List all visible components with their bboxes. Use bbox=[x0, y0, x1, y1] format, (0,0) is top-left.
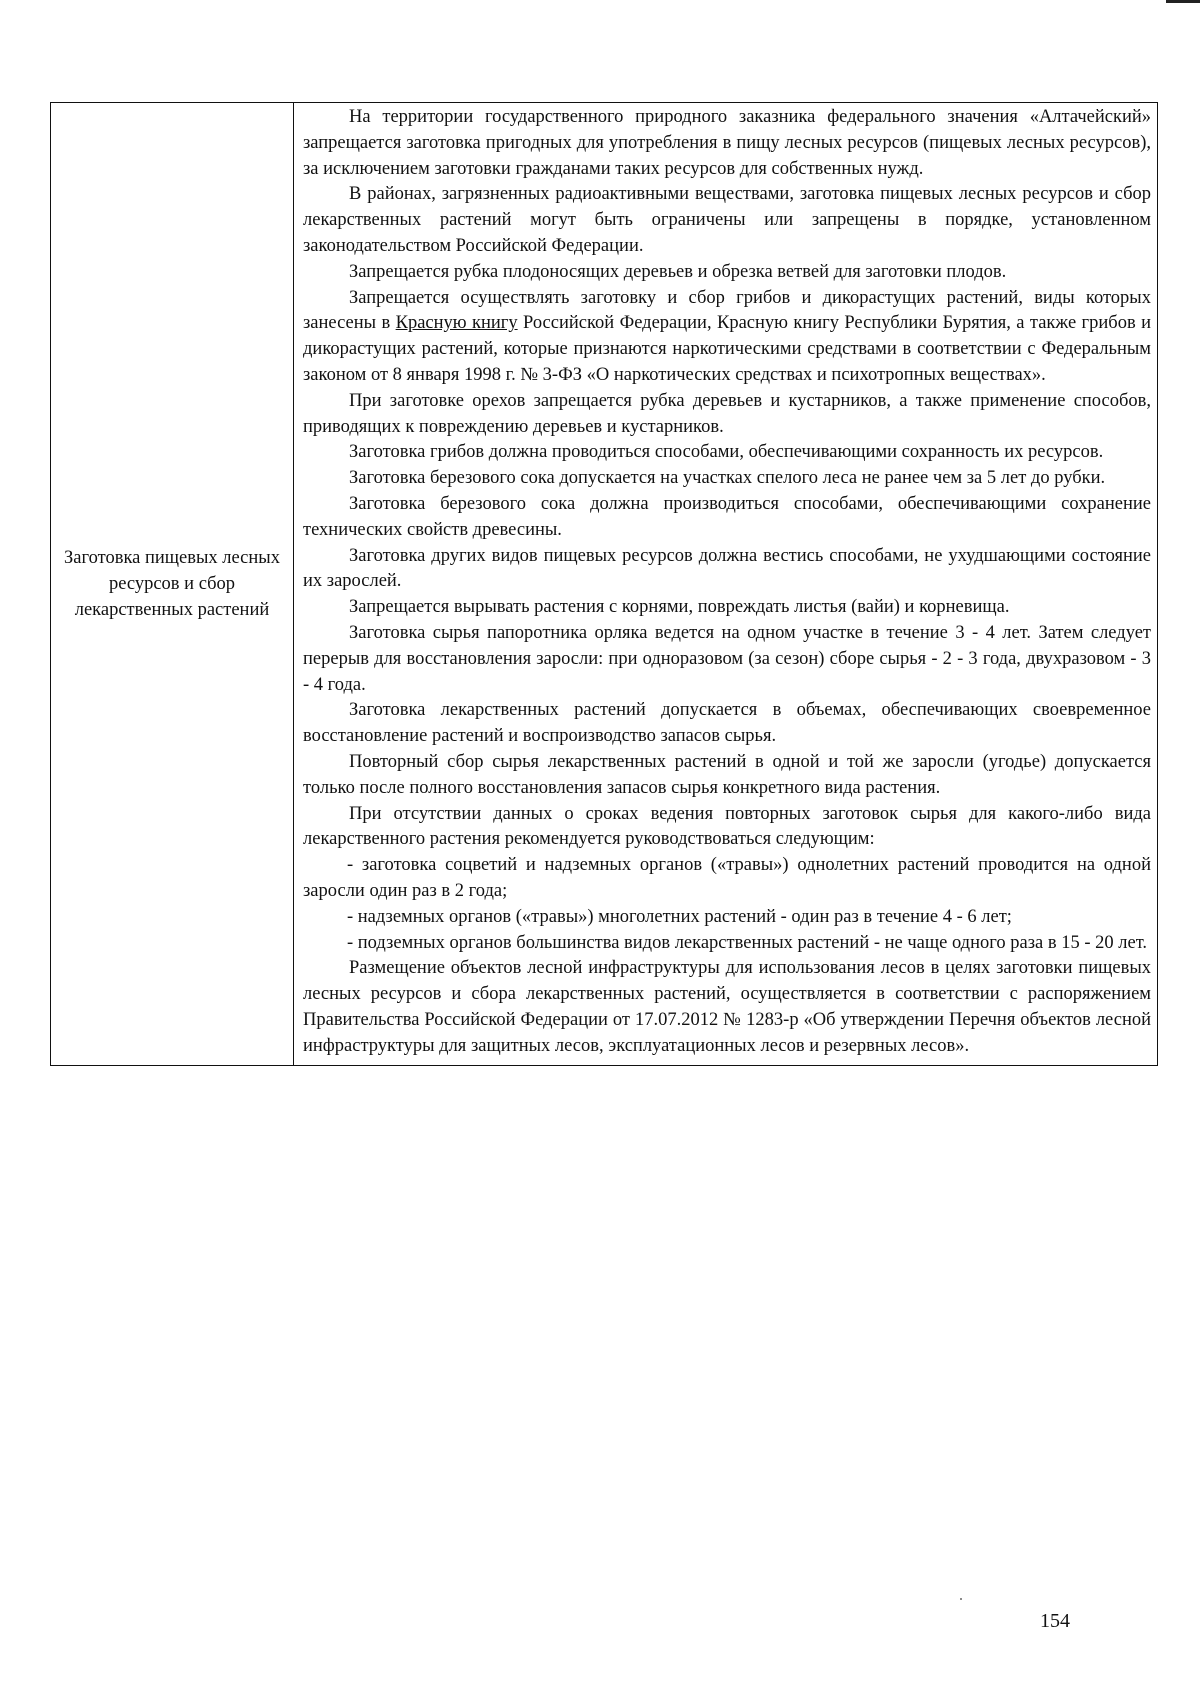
red-book-link[interactable]: Красную книгу bbox=[395, 313, 518, 334]
red-book-paragraph bbox=[303, 286, 1151, 389]
category-label: Заготовка пищевых лесных ресурсов и сбор лекарственных растений bbox=[64, 548, 280, 621]
closing-paragraph: Размещение объектов лесной инфраструктуры для использования лесов в целях заготовки пищевых лесных ресурсов и сбора лекарственных растений, осуществляется в соответствии с распоряжением Правительства Российской Федерации от 17.07.2012 № 1283-р «Об утверждении Перечня объектов лесной инфраструктуры для защитных лесов, эксплуатационных лесов и резервных лесов». bbox=[303, 958, 1151, 1056]
paragraph: Заготовка березового сока должна производиться способами, обеспечивающими сохранение технических свойств древесины. bbox=[303, 493, 1151, 540]
paragraph: При отсутствии данных о сроках ведения повторных заготовок сырья для какого-либо вида лекарственного растения рекомендуется руководствоваться следующим: bbox=[303, 803, 1151, 850]
list-item: - заготовка соцветий и надземных органов («травы») однолетних растений проводится на одной заросли один раз в 2 года; bbox=[303, 855, 1151, 901]
paragraph: Заготовка лекарственных растений допускается в объемах, обеспечивающих своевременное восстановление растений и воспроизводство запасов сырья. bbox=[303, 700, 1151, 747]
paragraph: Заготовка других видов пищевых ресурсов должна вестись способами, не ухудшающими состояние их зарослей. bbox=[303, 545, 1151, 592]
paragraph: На территории государственного природного заказника федерального значения «Алтачейский» запрещается заготовка пригодных для употребления в пищу лесных ресурсов (пищевых лесных ресурсов), за исключением заготовки гражданами таких ресурсов для собственных нужд. bbox=[303, 107, 1151, 179]
regulation-table bbox=[50, 102, 1158, 1066]
red-book-text-after: Российской Федерации, Красную книгу Республики Бурятия, а также грибов и дикорастущих растений, которые признаются наркотическими средствами в соответствии с Федеральным законом от 8 января 1998 г. № 3-ФЗ «О наркотических средствах и психотропных веществах». bbox=[303, 313, 1151, 385]
paragraph: В районах, загрязненных радиоактивными веществами, заготовка пищевых лесных ресурсов и сбор лекарственных растений могут быть ограничены или запрещены в порядке, установленном законодательством Российской Федерации. bbox=[303, 184, 1151, 256]
paragraph: Заготовка сырья папоротника орляка ведется на одном участке в течение 3 - 4 лет. Затем следует перерыв для восстановления заросли: при одноразовом (за сезон) сборе сырья - 2 - 3 года, двухразовом - 3 - 4 года. bbox=[303, 622, 1151, 695]
paragraph: При заготовке орехов запрещается рубка деревьев и кустарников, а также применение способов, приводящих к повреждению деревьев и кустарников. bbox=[303, 390, 1151, 437]
paragraph: Запрещается вырывать растения с корнями, повреждать листья (вайи) и корневища. bbox=[349, 597, 1010, 618]
red-book-text-before: Запрещается осуществлять заготовку и сбор грибов и дикорастущих растений, виды которых занесены в bbox=[303, 287, 1151, 334]
list-item: - подземных органов большинства видов лекарственных растений - не чаще одного раза в 15 - 20 лет. bbox=[347, 932, 1148, 953]
paragraph: Повторный сбор сырья лекарственных растений в одной и той же заросли (угодье) допускается только после полного восстановления запасов сырья конкретного вида растения. bbox=[303, 751, 1151, 798]
paragraph: Запрещается рубка плодоносящих деревьев и обрезка ветвей для заготовки плодов. bbox=[349, 261, 1007, 282]
category-cell bbox=[51, 103, 294, 1066]
list-item: - надземных органов («травы») многолетних растений - один раз в течение 4 - 6 лет; bbox=[347, 906, 1012, 927]
scan-edge-mark bbox=[1166, 0, 1200, 3]
paragraph: Заготовка грибов должна проводиться способами, обеспечивающими сохранность их ресурсов. bbox=[349, 442, 1104, 463]
table-row bbox=[51, 103, 1158, 1066]
paragraph: Заготовка березового сока допускается на участках спелого леса не ранее чем за 5 лет до рубки. bbox=[349, 468, 1106, 489]
rules-cell bbox=[294, 103, 1158, 1066]
page-number: 154 bbox=[1040, 1610, 1070, 1632]
scan-speck bbox=[960, 1598, 962, 1600]
